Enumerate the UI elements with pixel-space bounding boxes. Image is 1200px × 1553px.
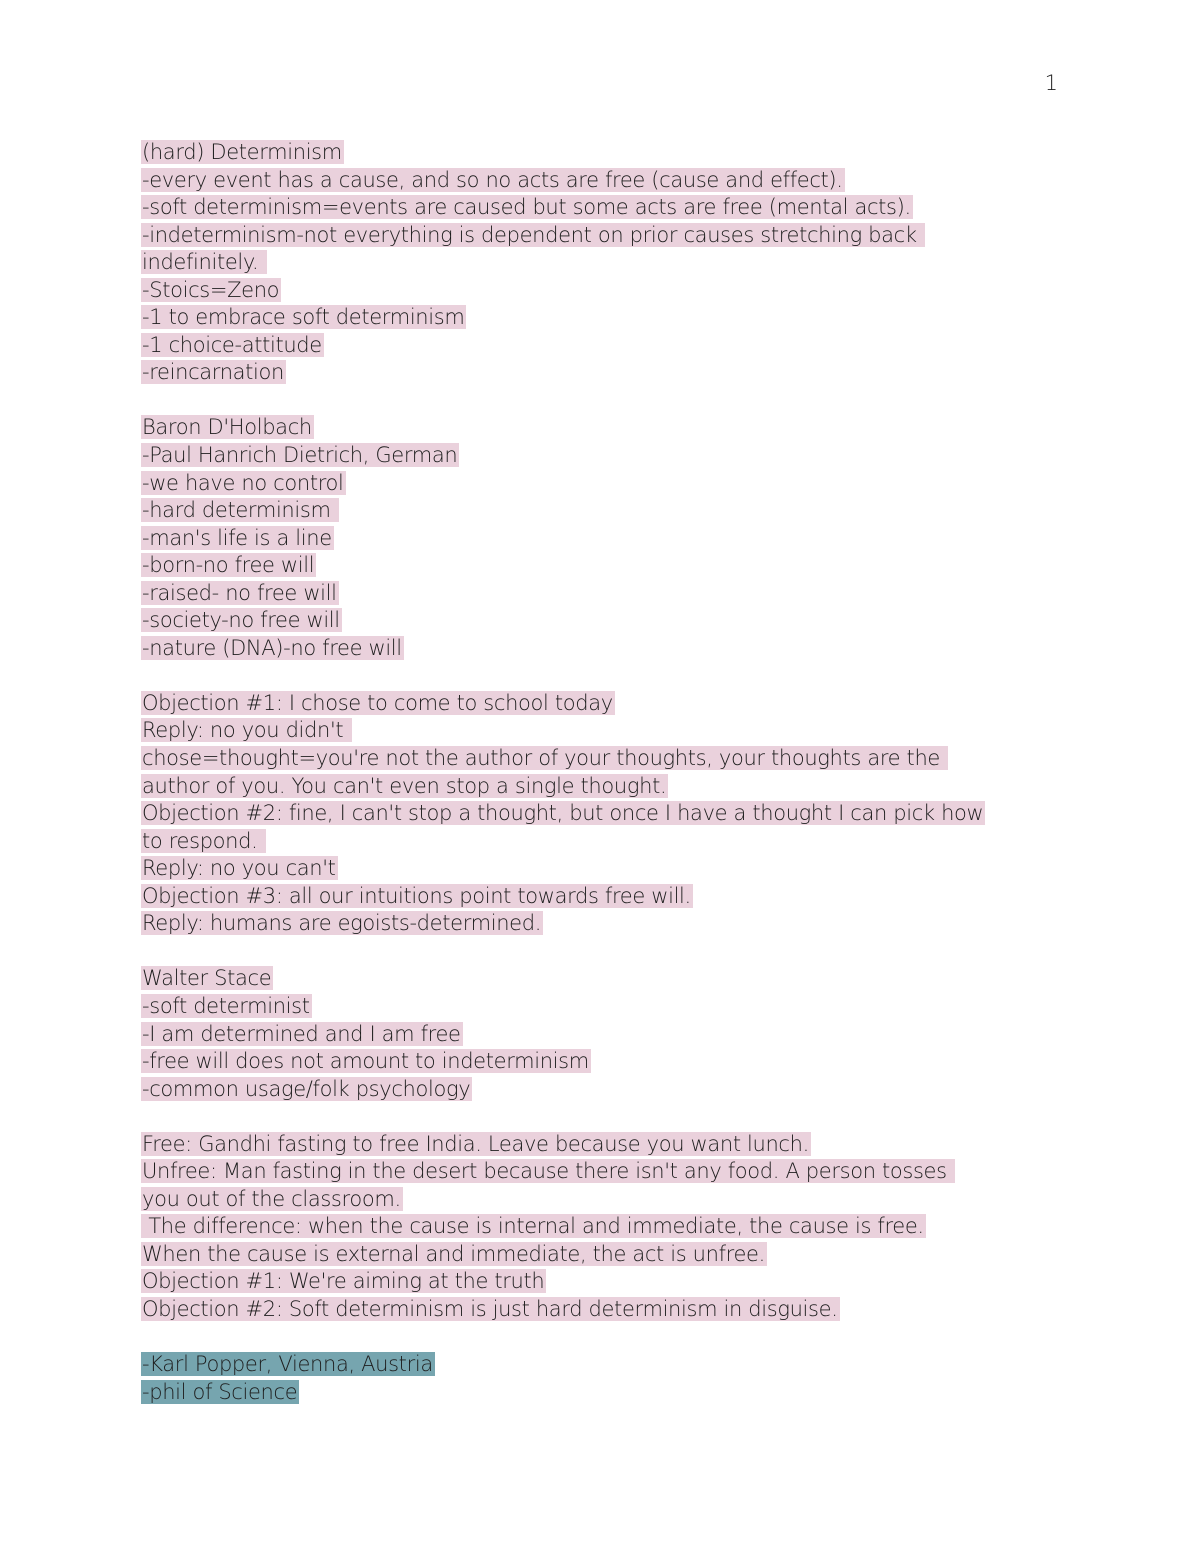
note-block xyxy=(141,690,1081,938)
highlighted-text: -common usage/folk psychology xyxy=(142,1076,471,1101)
note-block xyxy=(141,139,1081,387)
text-line xyxy=(141,1076,1081,1104)
text-line xyxy=(141,194,1081,222)
highlighted-text: When the cause is external and immediate, the act is unfree. xyxy=(142,1241,765,1266)
text-line xyxy=(141,525,1081,553)
highlighted-text: -Karl Popper, Vienna, Austria xyxy=(142,1352,433,1377)
blank-line xyxy=(141,1324,1081,1352)
highlighted-text: -1 to embrace soft determinism xyxy=(142,305,465,330)
page-number: 1 xyxy=(1044,71,1058,95)
highlighted-text: -I am determined and I am free xyxy=(142,1021,461,1046)
text-line xyxy=(141,552,1081,580)
text-line xyxy=(141,883,1081,911)
highlighted-text: Baron D'Holbach xyxy=(142,415,312,440)
text-line xyxy=(141,1268,1081,1296)
highlighted-text: The difference: when the cause is internal and immediate, the cause is free. xyxy=(142,1214,924,1239)
highlighted-text: -society-no free will xyxy=(142,608,340,633)
text-line xyxy=(141,690,1081,718)
highlighted-text: Objection #3: all our intuitions point towards free will. xyxy=(142,883,691,908)
text-line xyxy=(141,1186,1081,1214)
text-line xyxy=(141,580,1081,608)
text-line xyxy=(141,635,1081,663)
highlighted-text: -soft determinist xyxy=(142,993,310,1018)
text-line xyxy=(141,910,1081,938)
highlighted-text: -every event has a cause, and so no acts are free (cause and effect). xyxy=(142,167,843,192)
text-line xyxy=(141,470,1081,498)
highlighted-text: Objection #1: I chose to come to school today xyxy=(142,690,613,715)
document-body xyxy=(141,139,1081,1406)
text-line xyxy=(141,800,1081,828)
highlighted-text: Unfree: Man fasting in the desert because there isn't any food. A person tosses xyxy=(142,1159,954,1184)
note-block xyxy=(141,1131,1081,1324)
highlighted-text: -1 choice-attitude xyxy=(142,332,322,357)
highlighted-text: -we have no control xyxy=(142,470,344,495)
text-line xyxy=(141,745,1081,773)
highlighted-text: Objection #2: Soft determinism is just hard determinism in disguise. xyxy=(142,1296,838,1321)
highlighted-text: chose=thought=you're not the author of your thoughts, your thoughts are the xyxy=(142,746,947,771)
highlighted-text: author of you. You can't even stop a single thought. xyxy=(142,773,667,798)
highlighted-text: Reply: no you can't xyxy=(142,856,336,881)
text-line xyxy=(141,277,1081,305)
blank-line xyxy=(141,662,1081,690)
text-line xyxy=(141,855,1081,883)
text-line xyxy=(141,1241,1081,1269)
text-line xyxy=(141,1048,1081,1076)
highlighted-text: -raised- no free will xyxy=(142,580,337,605)
highlighted-text: -indeterminism-not everything is dependent on prior causes stretching back xyxy=(142,222,923,247)
highlighted-text: Objection #1: We're aiming at the truth xyxy=(142,1269,545,1294)
highlighted-text: Walter Stace xyxy=(142,966,272,991)
text-line xyxy=(141,497,1081,525)
text-line xyxy=(141,1158,1081,1186)
text-line xyxy=(141,965,1081,993)
highlighted-text: -reincarnation xyxy=(142,360,284,385)
blank-line xyxy=(141,387,1081,415)
highlighted-text: -man's life is a line xyxy=(142,525,332,550)
text-line xyxy=(141,414,1081,442)
text-line xyxy=(141,332,1081,360)
text-line xyxy=(141,167,1081,195)
blank-line xyxy=(141,1103,1081,1131)
highlighted-text: -soft determinism=events are caused but some acts are free (mental acts). xyxy=(142,195,911,220)
text-line xyxy=(141,139,1081,167)
text-line xyxy=(141,1351,1081,1379)
text-line xyxy=(141,773,1081,801)
text-line xyxy=(141,249,1081,277)
text-line xyxy=(141,1379,1081,1407)
note-block xyxy=(141,414,1081,662)
text-line xyxy=(141,828,1081,856)
text-line xyxy=(141,607,1081,635)
highlighted-text: -nature (DNA)-no free will xyxy=(142,635,402,660)
highlighted-text: indefinitely. xyxy=(142,250,265,275)
blank-line xyxy=(141,938,1081,966)
note-block xyxy=(141,965,1081,1103)
text-line xyxy=(141,993,1081,1021)
text-line xyxy=(141,304,1081,332)
highlighted-text: -Paul Hanrich Dietrich, German xyxy=(142,443,458,468)
highlighted-text: Reply: humans are egoists-determined. xyxy=(142,911,542,936)
highlighted-text: -hard determinism xyxy=(142,498,337,523)
text-line xyxy=(141,442,1081,470)
highlighted-text: -Stoics=Zeno xyxy=(142,277,280,302)
highlighted-text: -free will does not amount to indeterminism xyxy=(142,1049,589,1074)
text-line xyxy=(141,1213,1081,1241)
note-block xyxy=(141,1351,1081,1406)
text-line xyxy=(141,359,1081,387)
text-line xyxy=(141,1296,1081,1324)
text-line xyxy=(141,717,1081,745)
highlighted-text: -phil of Science xyxy=(142,1379,298,1404)
highlighted-text: you out of the classroom. xyxy=(142,1186,401,1211)
highlighted-text: Reply: no you didn't xyxy=(142,718,350,743)
highlighted-text: Free: Gandhi fasting to free India. Leave because you want lunch. xyxy=(142,1131,809,1156)
text-line xyxy=(141,222,1081,250)
highlighted-text: (hard) Determinism xyxy=(142,140,342,164)
highlighted-text: to respond. xyxy=(142,828,264,853)
text-line xyxy=(141,1131,1081,1159)
highlighted-text: -born-no free will xyxy=(142,553,315,578)
highlighted-text: Objection #2: fine, I can't stop a thought, but once I have a thought I can pick how xyxy=(142,801,984,826)
text-line xyxy=(141,1021,1081,1049)
